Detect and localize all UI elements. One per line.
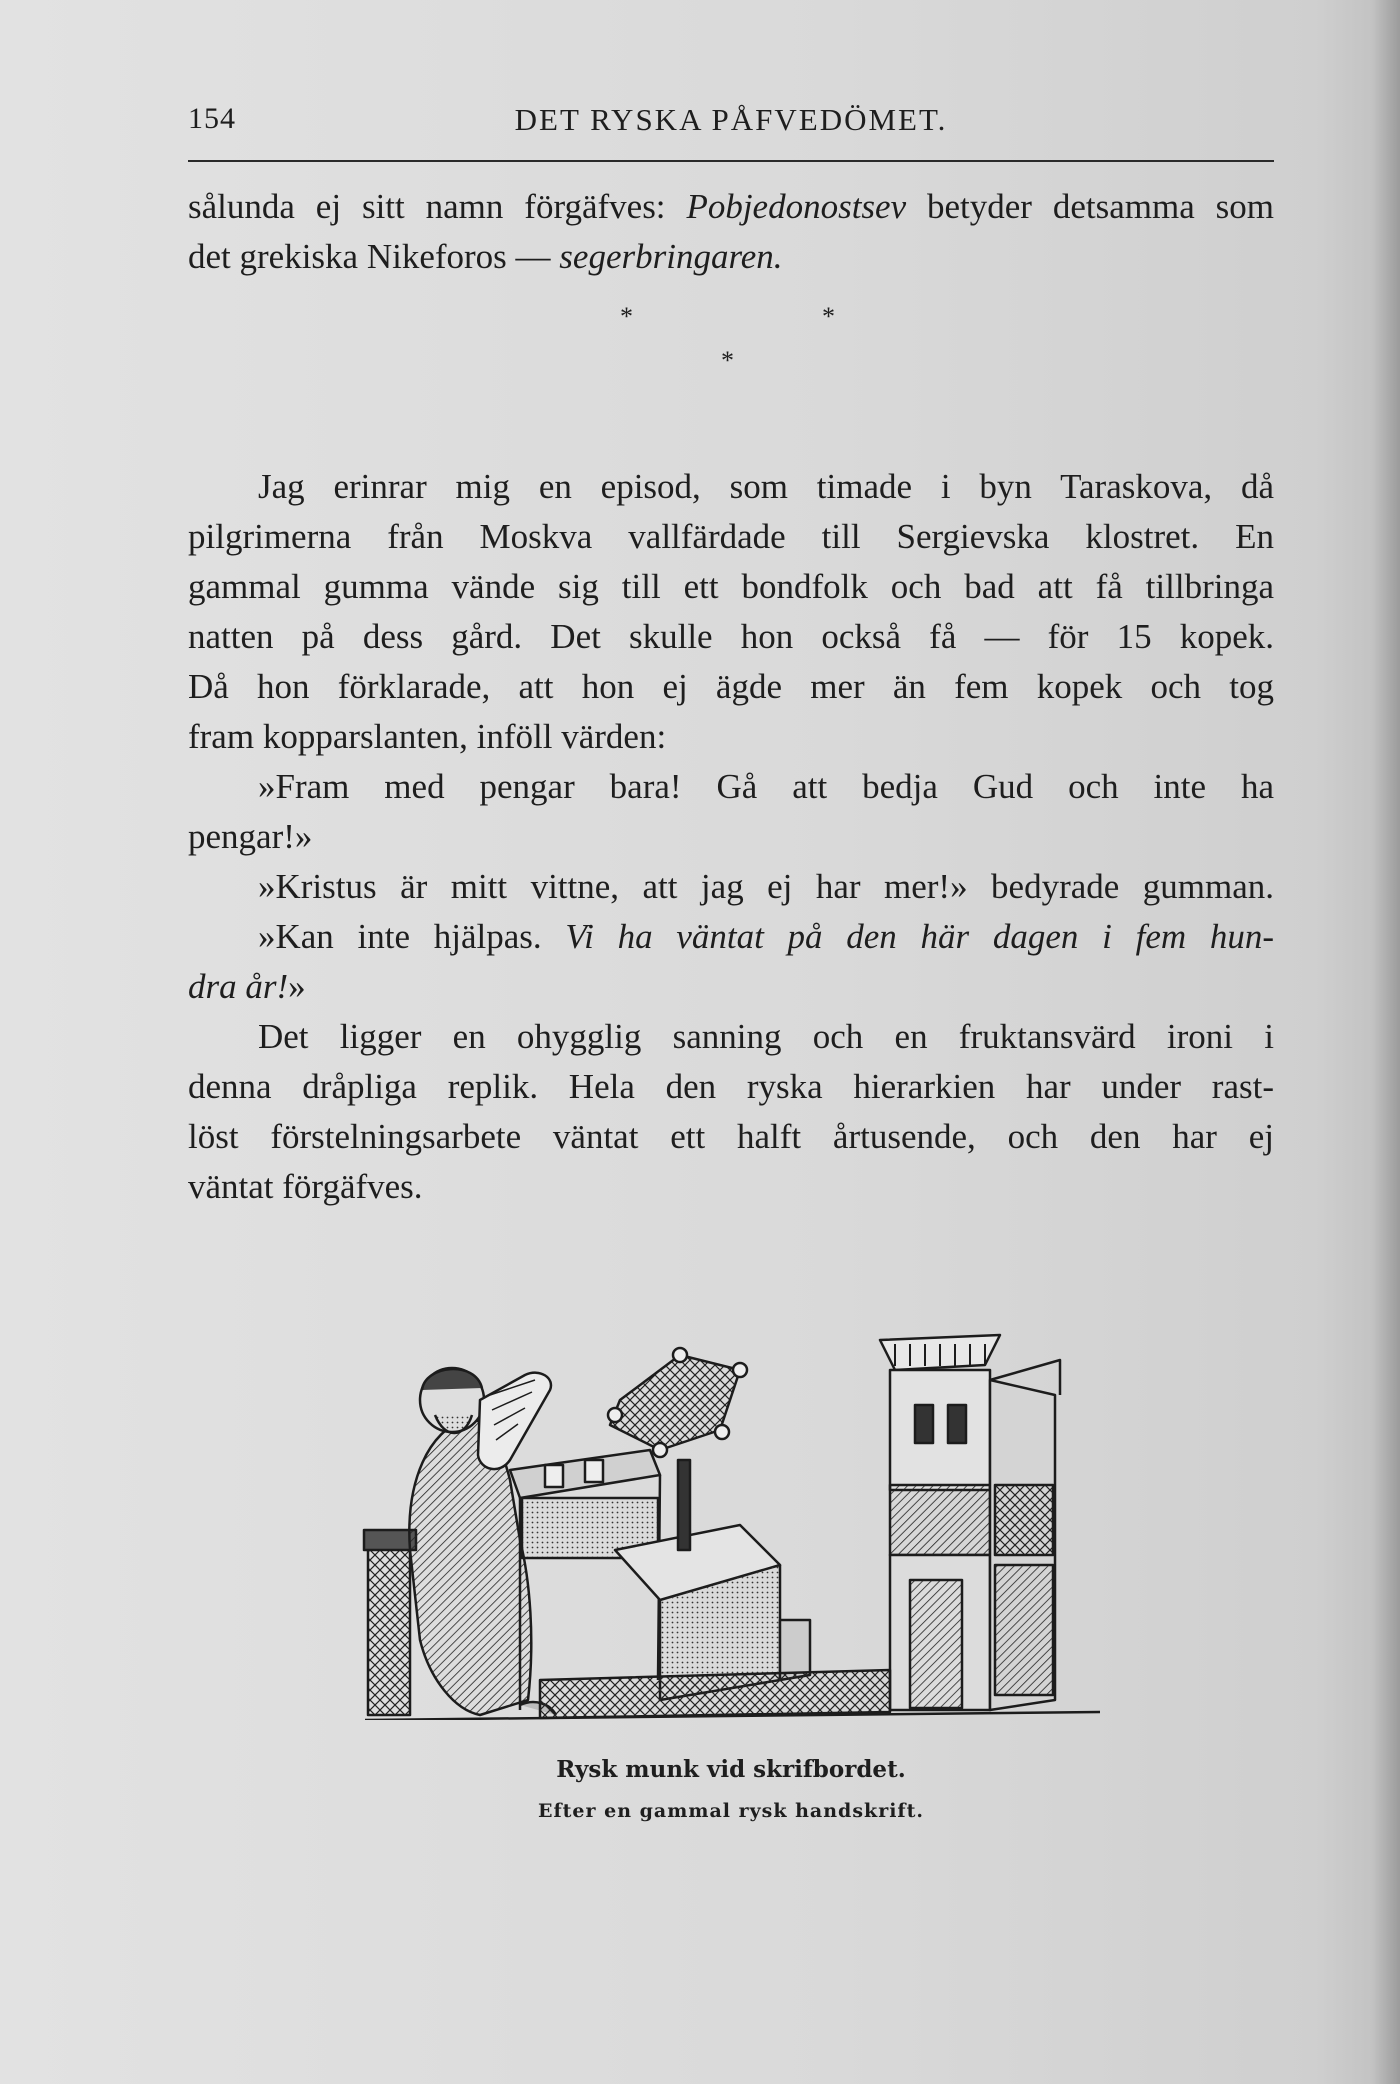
paragraph-2-line-3: gammal gumma vände sig till ett bondfolk och bad att få tillbringa (188, 567, 1274, 606)
paragraph-2-line-2: pilgrimerna från Moskva vallfärdade till Sergievska klostret. En (188, 517, 1274, 556)
page-spine-shadow (1372, 0, 1400, 2084)
paragraph-6-line-1: Det ligger en ohygglig sanning och en fruktansvärd ironi i (258, 1017, 1274, 1056)
paragraph-5-line-1: »Kan inte hjälpas. Vi ha väntat på den här dagen i fem hun- (258, 917, 1275, 956)
paragraph-6-line-4: väntat förgäfves. (188, 1167, 423, 1206)
running-title: DET RYSKA PÅFVEDÖMET. (514, 102, 948, 137)
monk-at-desk-illustration (360, 1320, 1100, 1720)
header-rule (188, 160, 1274, 162)
body-text (188, 182, 1274, 1212)
paragraph-3-line-2: pengar!» (188, 817, 313, 856)
page-number: 154 (188, 102, 236, 135)
section-break-asterisks (188, 282, 1274, 432)
paragraph-1-line-2: det grekiska Nikeforos — segerbringaren. (188, 237, 783, 276)
paragraph-2-line-5: Då hon förklarade, att hon ej ägde mer än fem kopek och tog (188, 667, 1274, 706)
asterisk: * (620, 302, 633, 331)
figure-caption: Rysk munk vid skrifbordet. (556, 1756, 906, 1783)
paragraph-2-line-1: Jag erinrar mig en episod, som timade i byn Taraskova, då (258, 467, 1274, 506)
figure-source: Efter en gammal rysk handskrift. (537, 1800, 924, 1822)
paragraph-3-line-1: »Fram med pengar bara! Gå att bedja Gud och inte ha (258, 767, 1274, 806)
paragraph-2-line-6: fram kopparslanten, inföll värden: (188, 717, 667, 756)
paragraph-4-line-1: »Kristus är mitt vittne, att jag ej har mer!» bedyrade gumman. (258, 867, 1274, 906)
asterisk: * (721, 346, 734, 375)
paragraph-6-line-2: denna dråpliga replik. Hela den ryska hierarkien har under rast- (188, 1067, 1274, 1106)
page-header (188, 98, 1274, 148)
paragraph-5-line-2: dra år!» (188, 967, 306, 1006)
paragraph-1-line-1: sålunda ej sitt namn förgäfves: Pobjedonostsev betyder detsamma som (188, 187, 1274, 226)
paragraph-6-line-3: löst förstelningsarbete väntat ett halft årtusende, och den har ej (188, 1117, 1274, 1156)
asterisk: * (822, 302, 835, 331)
paragraph-2-line-4: natten på dess gård. Det skulle hon också få — för 15 kopek. (188, 617, 1274, 656)
